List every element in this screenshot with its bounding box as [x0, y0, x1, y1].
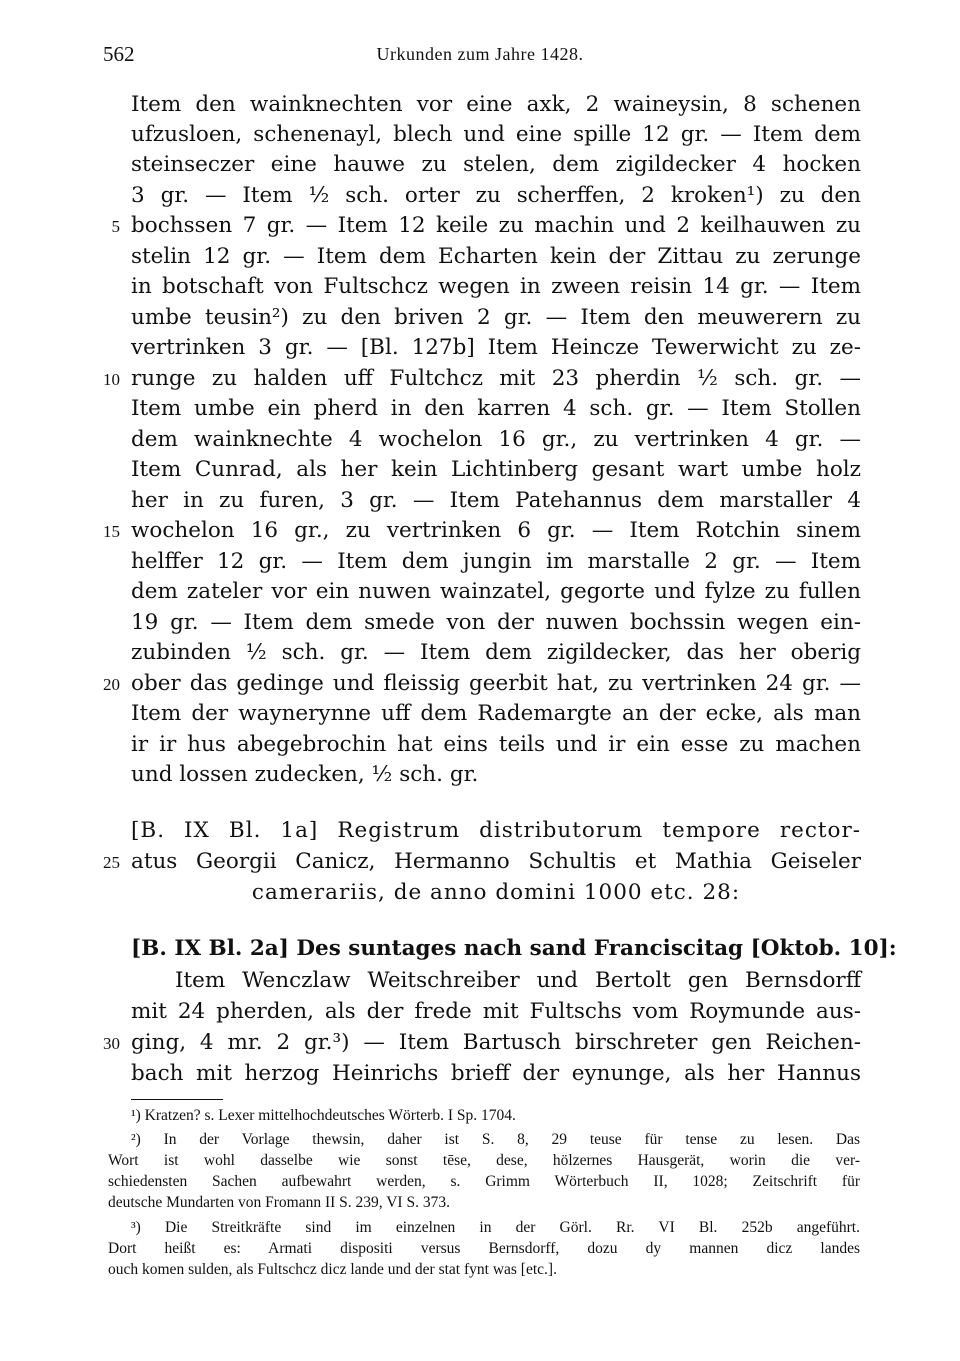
page-number: 562 — [103, 42, 135, 66]
footnote-line: ²) In der Vorlage thewsin, daher ist S. 8, 29 teuse für tense zu lesen. Das — [131, 1131, 860, 1148]
footnote-line: Wort ist wohl dasselbe wie sonst tēse, dese, hölzernes Hausgerät, worin die ver- — [108, 1152, 860, 1169]
body-line: und lossen zudecken, ½ sch. gr. — [131, 762, 479, 787]
body-line: wochelon 16 gr., zu vertrinken 6 gr. — Item Rotchin sinem — [131, 518, 861, 543]
body-line: vertrinken 3 gr. — [Bl. 127b] Item Heincze Tewerwicht zu ze- — [131, 335, 861, 360]
registrum-line: [B. IX Bl. 1a] Registrum distributorum tempore rector- — [131, 818, 861, 843]
footnote-line: Dort heißt es: Armati dispositi versus Bernsdorff, dozu dy mannen dicz landes — [108, 1240, 860, 1257]
body-line: Item Cunrad, als her kein Lichtinberg gesant wart umbe holz — [131, 457, 861, 482]
line-number: 25 — [103, 853, 120, 872]
body-line: helffer 12 gr. — Item dem jungin im marstalle 2 gr. — Item — [131, 549, 861, 574]
section-line: bach mit herzog Heinrichs brieff der eynunge, als her Hannus — [131, 1061, 861, 1086]
line-number: 30 — [103, 1034, 120, 1053]
body-line: 19 gr. — Item dem smede von der nuwen bochssin wegen ein- — [131, 610, 861, 635]
body-line: 3 gr. — Item ½ sch. orter zu scherffen, 2 kroken¹) zu den — [131, 183, 861, 208]
footnote-separator — [131, 1099, 223, 1100]
footnote-line: ouch komen sulden, als Fultschcz dicz lande und der stat fynt was [etc.]. — [108, 1261, 557, 1278]
body-line: umbe teusin²) zu den briven 2 gr. — Item den meuwerern zu — [131, 305, 861, 330]
body-line: Item der waynerynne uff dem Rademargte an der ecke, als man — [131, 701, 861, 726]
registrum-line: camerariis, de anno domini 1000 etc. 28: — [251, 880, 741, 905]
section-line: Item Wenczlaw Weitschreiber und Bertolt gen Bernsdorff — [175, 968, 861, 993]
section-line: ging, 4 mr. 2 gr.³) — Item Bartusch birschreter gen Reichen- — [131, 1030, 861, 1055]
body-line: zubinden ½ sch. gr. — Item dem zigildecker, das her oberig — [131, 640, 861, 665]
body-line: dem zateler vor ein nuwen wainzatel, gegorte und fylze zu fullen — [131, 579, 861, 604]
body-line: stelin 12 gr. — Item dem Echarten kein der Zittau zu zerunge — [131, 244, 861, 269]
body-line: dem wainknechte 4 wochelon 16 gr., zu vertrinken 4 gr. — — [131, 427, 861, 452]
body-line: ober das gedinge und fleissig geerbit hat, zu vertrinken 24 gr. — — [131, 671, 861, 696]
line-number: 5 — [111, 217, 120, 236]
body-line: ir ir hus abegebrochin hat eins teils und ir ein esse zu machen — [131, 732, 861, 757]
body-line: Item den wainknechten vor eine axk, 2 waineysin, 8 schenen — [131, 92, 861, 117]
footnote-line: deutsche Mundarten von Fromann II S. 239, VI S. 373. — [108, 1194, 450, 1211]
footnote-line: ¹) Kratzen? s. Lexer mittelhochdeutsches Wörterb. I Sp. 1704. — [131, 1107, 516, 1124]
body-line: her in zu furen, 3 gr. — Item Patehannus dem marstaller 4 — [131, 488, 861, 513]
registrum-line: atus Georgii Canicz, Hermanno Schultis et Mathia Geiseler — [131, 849, 861, 874]
running-head: Urkunden zum Jahre 1428. — [376, 44, 584, 64]
line-number: 15 — [103, 522, 120, 541]
line-number: 20 — [103, 675, 120, 694]
section-heading: [B. IX Bl. 2a] Des suntages nach sand Franciscitag [Oktob. 10]: — [131, 936, 897, 961]
body-line: steinseczer eine hauwe zu stelen, dem zigildecker 4 hocken — [131, 152, 861, 177]
footnote-line: schiedensten Sachen aufbewahrt werden, s. Grimm Wörterbuch II, 1028; Zeitschrift für — [108, 1173, 860, 1190]
section-line: mit 24 pherden, als der frede mit Fultschs vom Roymunde aus- — [131, 999, 861, 1024]
body-line: Item umbe ein pherd in den karren 4 sch. gr. — Item Stollen — [131, 396, 861, 421]
footnote-line: ³) Die Streitkräfte sind im einzelnen in der Görl. Rr. VI Bl. 252b angeführt. — [131, 1219, 860, 1236]
body-line: ufzusloen, schenenayl, blech und eine spille 12 gr. — Item dem — [131, 122, 861, 147]
body-line: runge zu halden uff Fultchcz mit 23 pherdin ½ sch. gr. — — [131, 366, 861, 391]
body-line: in botschaft von Fultschcz wegen in zween reisin 14 gr. — Item — [131, 274, 861, 299]
body-line: bochssen 7 gr. — Item 12 keile zu machin und 2 keilhauwen zu — [131, 213, 861, 238]
line-number: 10 — [103, 370, 120, 389]
